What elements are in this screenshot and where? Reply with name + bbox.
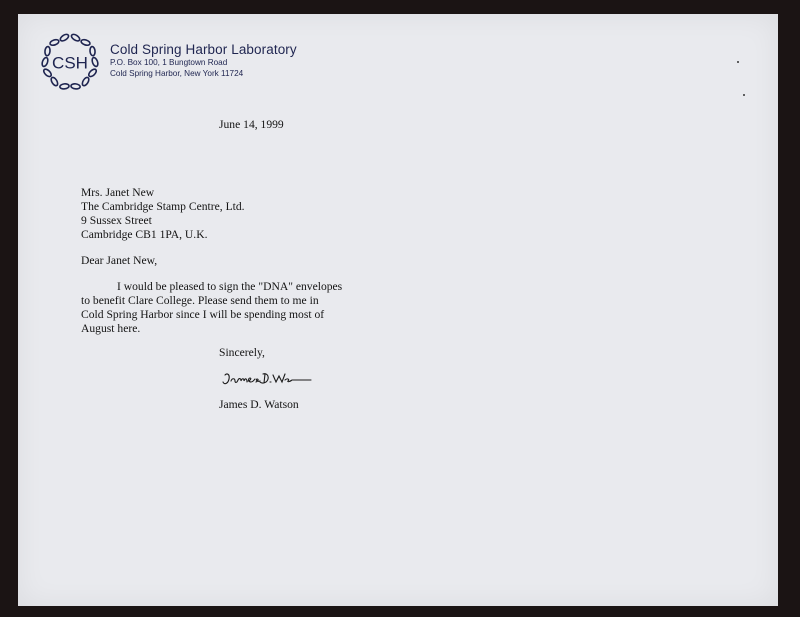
chain-link — [49, 39, 59, 47]
chain-link — [42, 68, 52, 78]
chain-link — [50, 76, 59, 86]
csh-logo — [38, 30, 102, 94]
chain-link — [81, 76, 90, 86]
closing: Sincerely, — [219, 346, 265, 359]
chain-link — [91, 57, 99, 67]
address-line-2: Cold Spring Harbor, New York 11724 — [110, 68, 244, 78]
chain-link — [80, 39, 90, 47]
signature — [221, 369, 313, 391]
institution-name: Cold Spring Harbor Laboratory — [110, 42, 297, 57]
address-line-1: P.O. Box 100, 1 Bungtown Road — [110, 58, 228, 67]
body-line: to benefit Clare College. Please send them to me in — [81, 294, 319, 307]
salutation: Dear Janet New, — [81, 254, 158, 267]
recipient-line: Mrs. Janet New — [81, 186, 155, 199]
body-line: Cold Spring Harbor since I will be spending most of — [81, 308, 325, 321]
chain-link — [71, 83, 81, 89]
body-line: I would be pleased to sign the "DNA" envelopes — [117, 280, 343, 293]
chain-link — [87, 68, 97, 78]
letter-page — [18, 14, 778, 606]
chain-link — [60, 83, 70, 89]
recipient-line: Cambridge CB1 1PA, U.K. — [81, 228, 208, 241]
signatory-name: James D. Watson — [219, 398, 299, 411]
chain-link — [70, 33, 80, 42]
paper-speck — [743, 94, 745, 96]
chain-link — [59, 33, 69, 42]
chain-link — [90, 46, 96, 56]
chain-link — [45, 46, 51, 56]
logo-text: CSH — [52, 53, 88, 73]
chain-link — [41, 57, 49, 67]
body-line: August here. — [81, 322, 141, 335]
letterhead — [110, 42, 297, 79]
recipient-line: The Cambridge Stamp Centre, Ltd. — [81, 200, 245, 213]
letter-date: June 14, 1999 — [219, 118, 284, 131]
paper-speck — [737, 61, 739, 63]
recipient-line: 9 Sussex Street — [81, 214, 152, 227]
